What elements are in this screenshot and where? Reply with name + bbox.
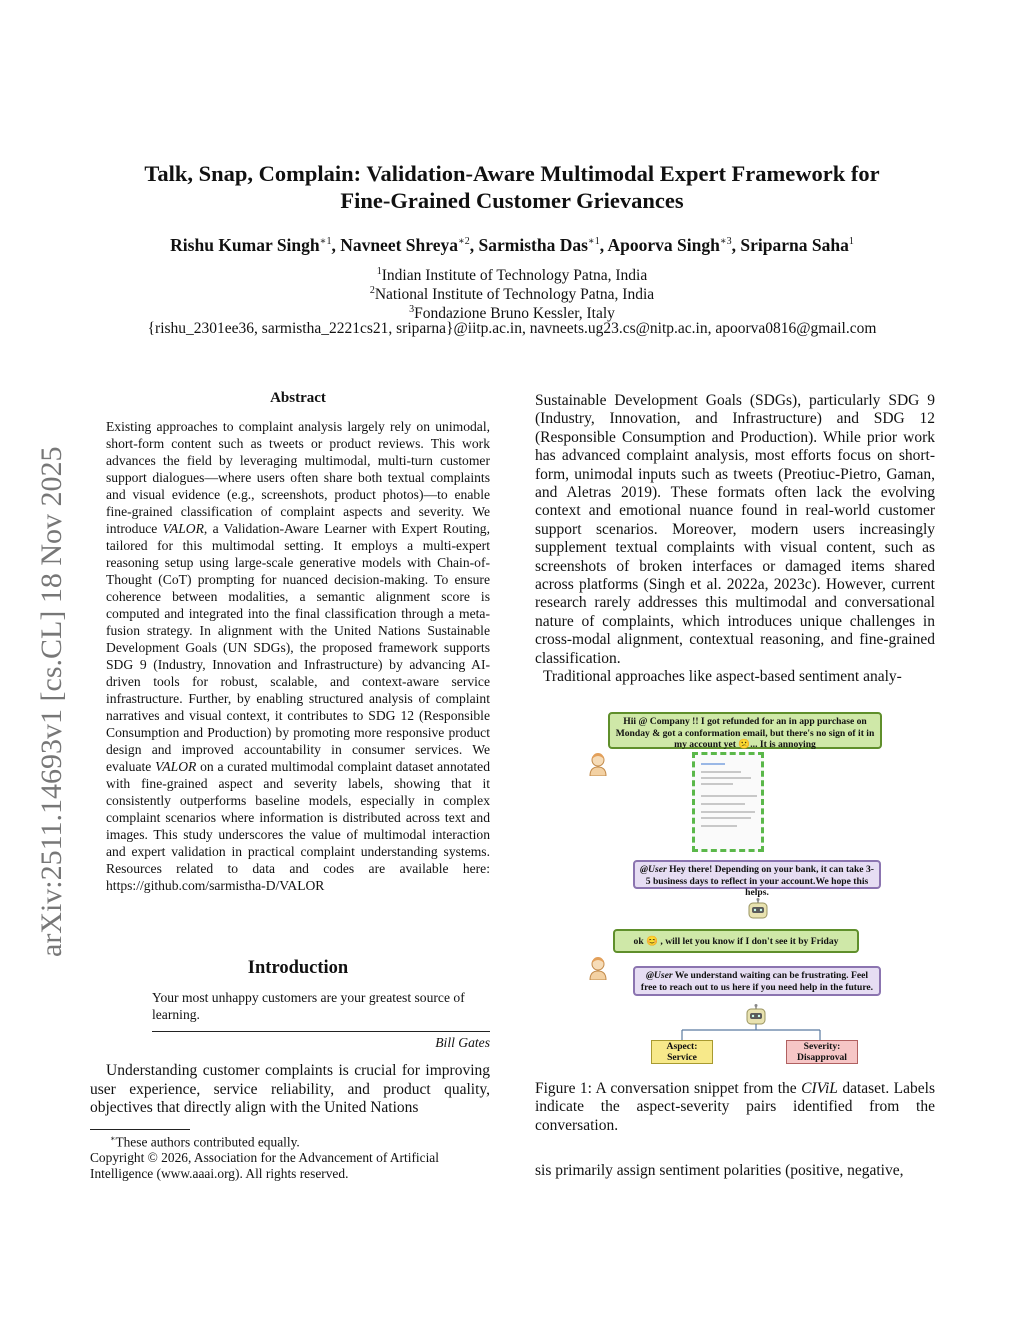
footnote-text: These authors contributed equally. xyxy=(115,1134,300,1150)
bot-avatar-icon xyxy=(746,898,770,920)
footnote-rule xyxy=(90,1129,190,1130)
abstract-body xyxy=(106,418,490,894)
abstract-text: on a curated multimodal complaint dataset annotated with fine-grained aspect and severity labels, showing that it consistently outperforms baseline models, especially in complex complaint scenarios where information is distributed across text and images. This study underscores the value of multimodal interaction and expert validation in practical complaint understanding systems. Resources related to data and codes are available here: https://github.com/sarmistha-D/VALOR xyxy=(106,759,490,893)
body-paragraph-start xyxy=(535,668,935,686)
author-name: Navneet Shreya xyxy=(340,235,458,255)
introduction-heading: Introduction xyxy=(247,958,349,978)
abstract-text: , a Validation-Aware Learner with Expert Routing, tailored for this multimodal setting. It employs a multi-expert reasoning setup using large-scale generative models with Chain-of-Thought (CoT) prompting for nuanced decision-making. To ensure coherence between modalities, a semantic alignment score is computed and integrated into the final classification through a meta-fusion strategy. In alignment with the United Nations Sustainable Development Goals (UN SDGs), the proposed framework supports SDG 9 (Industry, Innovation and Infrastructure) by advancing AI-driven tools for robust, scalable, and context-aware service infrastructure. Further, by enabling structured analysis of complaint narratives and visual context, it contributes to SDG 12 (Responsible Consumption and Production) by promoting more responsive product design and improved accountability in consumer services. We evaluate xyxy=(106,521,491,774)
caption-text: dataset. Labels indicate the aspect-severity pairs identified from the conversation. xyxy=(535,1080,935,1134)
affiliation-text: National Institute of Technology Patna, India xyxy=(374,286,655,304)
right-column-bottom-text: sis primarily assign sentiment polarities (positive, negative, xyxy=(535,1162,904,1179)
body-text: Traditional approaches like aspect-based sentiment analy- xyxy=(543,668,902,686)
arxiv-stamp xyxy=(16,372,71,957)
copyright-notice: Copyright © 2026, Association for the Advancement of Artificial Intelligence (www.aaai.org). All rights reserved. xyxy=(90,1150,439,1182)
agent-message-text: We understand waiting can be frustrating. Feel free to reach out to us here if you need help in the future. xyxy=(640,970,874,993)
agent-message-bubble xyxy=(633,966,881,996)
footnote-equal-contribution: ∗These authors contributed equally. xyxy=(110,1134,300,1150)
author-name: Sarmistha Das xyxy=(478,235,588,255)
author-mark: ∗2 xyxy=(457,236,470,248)
aspect-label: Aspect: xyxy=(666,1041,698,1052)
author-name: Sriparna Saha xyxy=(740,235,849,255)
user-message-bubble: Hii @ Company !! I got refunded for an in app purchase on Monday & got a conformation email, but there's no sign of it in my account yet 😕... It is annoying xyxy=(608,712,882,749)
severity-value: Disapproval xyxy=(797,1052,847,1063)
author-name: Rishu Kumar Singh xyxy=(170,235,320,255)
user-avatar-icon xyxy=(586,750,610,776)
severity-label-box xyxy=(786,1040,858,1064)
introduction-text xyxy=(90,1062,490,1118)
right-column-text xyxy=(535,392,935,687)
arxiv-id-text: arXiv:2511.14693v1 [cs.CL] 18 Nov 2025 xyxy=(35,446,68,957)
affiliation-num: 2 xyxy=(369,285,375,296)
author-mark: 1 xyxy=(848,236,854,248)
quote-author: Bill Gates xyxy=(435,1035,490,1050)
abstract-text: Existing approaches to complaint analysis largely rely on unimodal, short-form content such as tweets or product reviews. This work advances the field by leveraging multimodal, multi-turn customer support dialogues—where users often share both textual complaints and visual evidence (e.g., screenshots, product photos)—to enable fine-grained classification of complaint aspects and severity. We introduce xyxy=(106,419,490,536)
author-mark: ∗3 xyxy=(719,236,732,248)
author-mark: ∗1 xyxy=(319,236,332,248)
agent-message-text: Hey there! Depending on your bank, it can take 3-5 business days to reflect in your account.We hope this helps. xyxy=(645,864,874,898)
intro-paragraph: Understanding customer complaints is crucial for improving user experience, service reliability, and product quality, objectives that directly align with the United Nations xyxy=(90,1062,490,1116)
affiliation-num: 3 xyxy=(409,304,415,315)
severity-label: Severity: xyxy=(803,1041,841,1052)
dataset-name: CIViL xyxy=(801,1080,838,1097)
agent-message-bubble xyxy=(633,860,881,898)
method-name: VALOR xyxy=(155,759,197,774)
bot-avatar-icon xyxy=(744,1004,768,1026)
title-line-1: Talk, Snap, Complain: Validation-Aware Multimodal Expert Framework for xyxy=(144,161,880,186)
quote-rule xyxy=(152,1031,490,1032)
aspect-value: Service xyxy=(667,1052,697,1063)
screenshot-evidence-image xyxy=(692,752,764,852)
affiliation-text: Indian Institute of Technology Patna, India xyxy=(381,267,648,285)
author-list: Rishu Kumar Singh$^{∗1}$, Navneet Shreya$^{∗2}$, Sarmistha Das$^{∗1}$, Apoorva Singh$^{∗3}$, Sriparna Saha$^1$ xyxy=(170,235,854,255)
user-avatar-icon xyxy=(586,954,610,980)
method-name: VALOR xyxy=(162,521,204,536)
author-name: Apoorva Singh xyxy=(607,235,720,255)
user-message-bubble: ok 😊 , will let you know if I don't see it by Friday xyxy=(613,929,859,953)
aspect-label-box xyxy=(651,1040,713,1064)
user-handle: @User xyxy=(645,970,673,981)
paper-title xyxy=(100,160,924,214)
abstract-heading: Abstract xyxy=(270,390,326,406)
affiliation-text: Fondazione Bruno Kessler, Italy xyxy=(414,305,615,323)
figure-caption xyxy=(535,1080,935,1135)
author-emails: {rishu_2301ee36, sarmistha_2221cs21, sriparna}@iitp.ac.in, navneets.ug23.cs@nitp.ac.in, apoorva0816@gmail.com xyxy=(147,320,877,337)
user-handle: @User xyxy=(640,864,667,875)
footnotes xyxy=(90,1131,490,1182)
affiliation-num: 1 xyxy=(376,266,382,277)
caption-text: Figure 1: A conversation snippet from the xyxy=(535,1080,802,1097)
author-mark: ∗1 xyxy=(587,236,600,248)
epigraph-quote: Your most unhappy customers are your greatest source of learning. xyxy=(152,990,465,1022)
title-line-2: Fine-Grained Customer Grievances xyxy=(340,188,684,213)
body-paragraph: Sustainable Development Goals (SDGs), particularly SDG 9 (Industry, Innovation, and Infrastructure) and SDG 12 (Responsible Consumption and Production). While prior work has advanced complaint analysis, most efforts focus on short-form, unimodal inputs such as tweets (Preotiuc-Pietro, Gaman, and Aletras 2019). These formats often lack the evolving context and emotional nuance found in real-world customer support scenarios. Moreover, modern users increasingly supplement textual complaints with visual content, such as screenshots of broken interfaces or damaged items shared across platforms (Singh et al. 2022a, 2023c). However, current research rarely addresses this multimodal and conversational nature of complaints, which introduces unique challenges in cross-modal alignment, contextual reasoning, and fine-grained classification. xyxy=(535,392,935,667)
